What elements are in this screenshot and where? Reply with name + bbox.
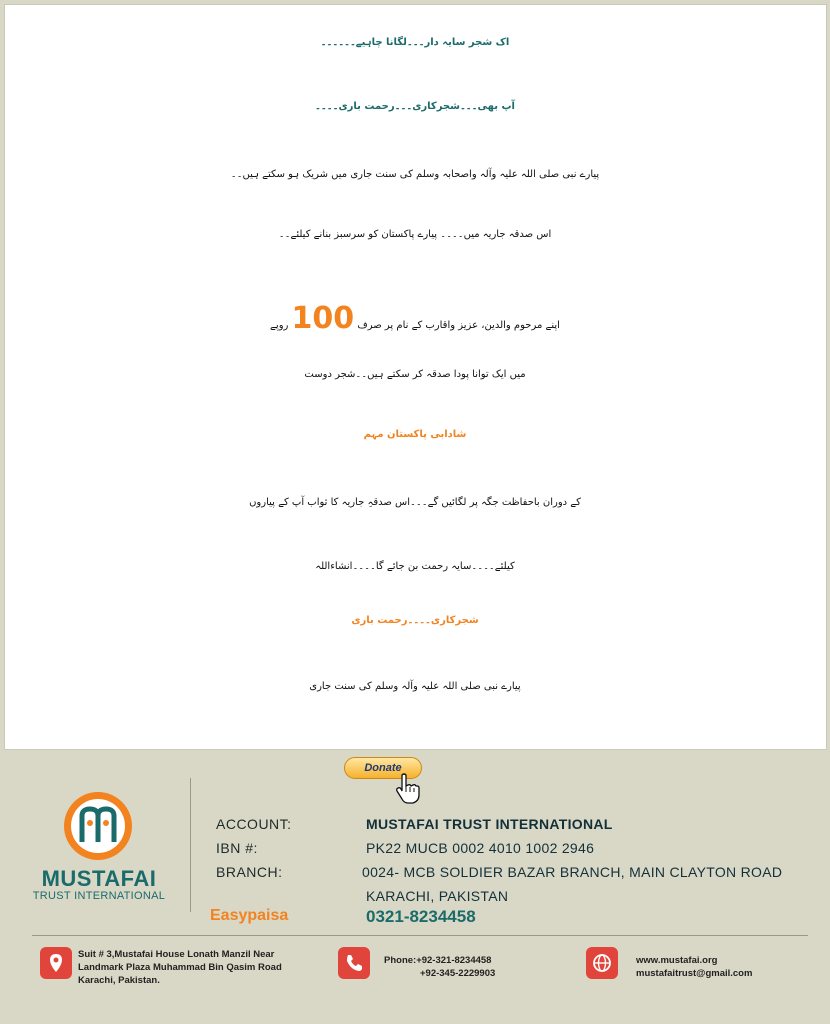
text-line-5-start: اپنے مرحوم والدین، عزیز واقارب کے نام پر صرف [357, 320, 560, 331]
easypaisa-number: 0321-8234458 [366, 907, 476, 926]
address-line-1: Suit # 3,Mustafai House Lonath Manzil Near [78, 949, 275, 960]
donate-button[interactable]: Donate [344, 757, 422, 779]
text-line-5-end: روپے [270, 320, 289, 331]
location-pin-icon [40, 947, 72, 979]
branch-value-line1: 0024- MCB SOLDIER BAZAR BRANCH, MAIN CLAYTON ROAD [362, 864, 783, 880]
phone-icon [338, 947, 370, 979]
iban-label: IBN #: [216, 840, 258, 856]
heading-line-1: اک شجر سایہ دار۔۔۔لگانا چاہیے۔۔۔۔۔۔ [320, 37, 510, 48]
website-link[interactable]: www.mustafai.org [636, 955, 718, 966]
globe-icon [586, 947, 618, 979]
text-line-8: کے دوران باحفاظت جگہ پر لگائیں گے۔۔۔اس صدقہِ جاریہ کا ثواب آپ کے پیاروں [249, 497, 581, 508]
email-link[interactable]: mustafaitrust@gmail.com [636, 968, 753, 979]
address-block [78, 948, 282, 987]
cursor-hand-icon [394, 772, 420, 804]
web-block [636, 954, 752, 980]
branch-label: BRANCH: [216, 864, 283, 880]
iban-value: PK22 MUCB 0002 4010 1002 2946 [366, 840, 595, 856]
campaign-title: شادابی پاکستان مہم [363, 429, 467, 440]
logo-subtitle: TRUST INTERNATIONAL [32, 890, 166, 902]
heading-line-2: آپ بھی۔۔۔شجرکاری۔۔۔رحمت باری۔۔۔۔ [315, 101, 515, 112]
branch-value-line2: KARACHI, PAKISTAN [366, 888, 509, 904]
account-value: MUSTAFAI TRUST INTERNATIONAL [366, 816, 613, 832]
phone-block [384, 954, 495, 980]
logo-name: MUSTAFAI [41, 866, 157, 891]
phone-line-2: +92-345-2229903 [420, 968, 496, 979]
text-line-9: کیلئے۔۔۔۔سایہ رحمت بن جائے گا۔۔۔۔انشاءاللہ [315, 561, 515, 572]
phone-line-1: Phone:+92-321-8234458 [384, 955, 492, 966]
footer-divider [32, 935, 808, 936]
vertical-divider [190, 778, 191, 912]
slogan-title: شجرکاری۔۔۔۔رحمت باری [351, 615, 479, 626]
easypaisa-label: Easypaisa [210, 907, 289, 924]
text-line-3: پیارے نبی صلی اللہ علیہ وآلہ واصحابہ وسلم کی سنت جاری میں شریک ہو سکتے ہیں۔۔ [230, 169, 600, 180]
address-line-2: Landmark Plaza Muhammad Bin Qasim Road [78, 962, 282, 973]
text-line-11: پیارے نبی صلی اللہ علیہ وآلہ وسلم کی سنت جاری [309, 681, 521, 692]
address-line-3: Karachi, Pakistan. [78, 975, 160, 986]
text-line-4: اس صدقہ جاریہ میں۔۔۔۔ پیارے پاکستان کو سرسبز بنانے کیلئے۔۔ [278, 229, 552, 240]
account-label: ACCOUNT: [216, 816, 292, 832]
text-line-5 [20, 301, 810, 336]
amount-100: 100 [291, 301, 355, 336]
mustafai-logo-icon [62, 790, 134, 862]
text-line-6: میں ایک توانا پودا صدقہ کر سکتے ہیں۔۔شجر دوست [304, 369, 526, 380]
